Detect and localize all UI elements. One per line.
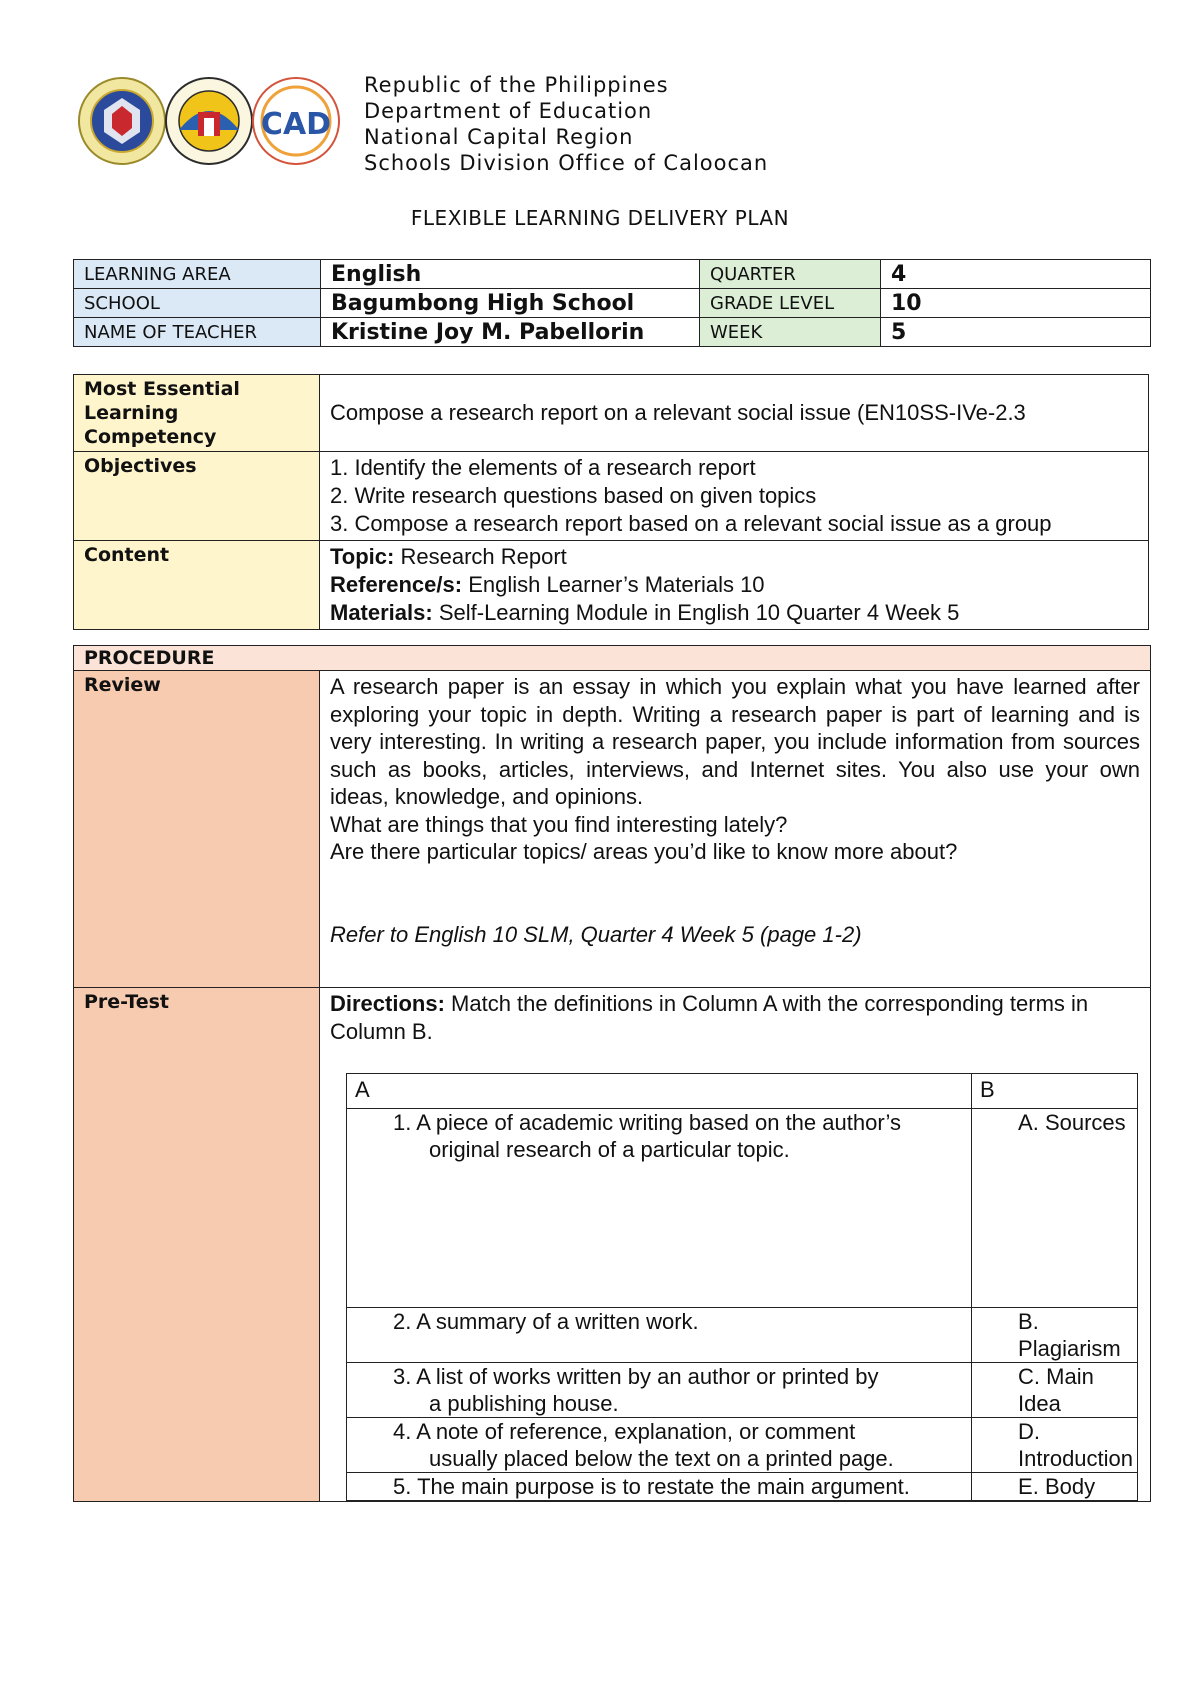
pretest-label: Pre-Test: [74, 988, 320, 1502]
objectives-row: [74, 452, 1149, 541]
definition-continuation: a publishing house.: [429, 1391, 619, 1416]
column-b-header: B: [972, 1074, 1138, 1109]
quarter-value: 4: [881, 260, 1151, 289]
definition-cell: [347, 1418, 972, 1473]
header-line-division: Schools Division Office of Caloocan: [364, 151, 769, 175]
matching-row: [347, 1473, 1138, 1501]
header-line-republic: Republic of the Philippines: [364, 73, 669, 97]
objective-item: 1. Identify the elements of a research report: [330, 455, 756, 480]
info-row-1: [74, 260, 1151, 289]
reference-line: [330, 571, 1138, 599]
school-label: SCHOOL: [74, 289, 321, 318]
week-value: 5: [881, 318, 1151, 347]
agency-header: [364, 72, 768, 176]
topic-line: [330, 543, 1138, 571]
definition-text: 5. The main purpose is to restate the main argument.: [393, 1474, 910, 1499]
definition-text: 1. A piece of academic writing based on the author’s: [393, 1110, 901, 1135]
objective-item: 3. Compose a research report based on a relevant social issue as a group: [330, 511, 1052, 536]
cad-logo-text: CAD: [260, 107, 332, 142]
mel-label: Most Essential Learning Competency: [74, 375, 320, 452]
review-question-1: What are things that you find interesting lately?: [330, 811, 788, 837]
school-value: Bagumbong High School: [321, 289, 700, 318]
matching-row: [347, 1308, 1138, 1363]
procedure-heading-row: [74, 646, 1151, 671]
objectives-label: Objectives: [74, 452, 320, 541]
mel-text: Compose a research report on a relevant social issue (EN10SS-IVe-2.3: [320, 375, 1149, 452]
term-cell: E. Body: [972, 1473, 1138, 1501]
reference-value: English Learner’s Materials 10: [462, 572, 765, 597]
definition-text: 4. A note of reference, explanation, or comment: [393, 1419, 856, 1444]
week-label: WEEK: [700, 318, 881, 347]
definition-text: 3. A list of works written by an author or printed by: [393, 1364, 879, 1389]
review-content: [320, 671, 1151, 988]
definition-cell: [347, 1473, 972, 1501]
definition-cell: [347, 1363, 972, 1418]
materials-label: Materials:: [330, 600, 433, 625]
matching-table: [346, 1073, 1138, 1501]
materials-line: [330, 599, 1138, 627]
competency-table: [73, 374, 1149, 630]
teacher-label: NAME OF TEACHER: [74, 318, 321, 347]
matching-header-row: [347, 1074, 1138, 1109]
directions-text: Match the definitions in Column A with the corresponding terms in Column B.: [330, 991, 1089, 1044]
deped-seal-icon: [79, 78, 165, 164]
quarter-label: QUARTER: [700, 260, 881, 289]
pretest-content: [320, 988, 1151, 1502]
matching-row: [347, 1418, 1138, 1473]
directions-label: Directions:: [330, 991, 445, 1016]
info-row-3: [74, 318, 1151, 347]
review-row: [74, 671, 1151, 988]
term-cell: D. Introduction: [972, 1418, 1138, 1473]
matching-row: [347, 1363, 1138, 1418]
review-question-2: Are there particular topics/ areas you’d like to know more about?: [330, 839, 958, 864]
learning-area-label: LEARNING AREA: [74, 260, 321, 289]
content-row: [74, 541, 1149, 630]
cad-logo-icon: [253, 78, 339, 164]
info-table: [73, 259, 1151, 347]
pretest-row: [74, 988, 1151, 1502]
definition-continuation: usually placed below the text on a printed page.: [429, 1446, 894, 1471]
content-label: Content: [74, 541, 320, 630]
column-a-header: A: [347, 1074, 972, 1109]
procedure-heading: PROCEDURE: [74, 646, 1151, 671]
reference-label: Reference/s:: [330, 572, 463, 597]
topic-label: Topic:: [330, 544, 395, 569]
mel-row: [74, 375, 1149, 452]
definition-cell: [347, 1109, 972, 1308]
term-cell: B. Plagiarism: [972, 1308, 1138, 1363]
info-row-2: [74, 289, 1151, 318]
objective-item: 2. Write research questions based on given topics: [330, 483, 817, 508]
header-line-department: Department of Education: [364, 99, 653, 123]
definition-continuation: original research of a particular topic.: [429, 1137, 790, 1162]
grade-level-label: GRADE LEVEL: [700, 289, 881, 318]
definition-cell: [347, 1308, 972, 1363]
objectives-list: [320, 452, 1149, 541]
materials-value: Self-Learning Module in English 10 Quarter 4 Week 5: [432, 600, 960, 625]
document-title: FLEXIBLE LEARNING DELIVERY PLAN: [410, 206, 790, 230]
directions: [330, 990, 1140, 1045]
content-details: [320, 541, 1149, 630]
definition-text: 2. A summary of a written work.: [393, 1309, 699, 1334]
grade-level-value: 10: [881, 289, 1151, 318]
teacher-value: Kristine Joy M. Pabellorin: [321, 318, 700, 347]
sdo-caloocan-seal-icon: [166, 78, 252, 164]
term-cell: C. Main Idea: [972, 1363, 1138, 1418]
matching-row: [347, 1109, 1138, 1308]
logo-strip: [78, 74, 340, 168]
learning-area-value: English: [321, 260, 700, 289]
review-paragraph: A research paper is an essay in which you explain what you have learned after exploring your topic in depth. Writing a research paper is part of learning and is very interesting. In writing a research paper, you include information from sources such as books, articles, interviews, and Internet sites. You also use your own ideas, knowledge, and opinions.: [330, 674, 1140, 809]
review-reference: Refer to English 10 SLM, Quarter 4 Week 5 (page 1-2): [330, 921, 862, 947]
term-cell: A. Sources: [972, 1109, 1138, 1308]
header-line-region: National Capital Region: [364, 125, 634, 149]
review-label: Review: [74, 671, 320, 988]
procedure-table: [73, 645, 1151, 1502]
topic-value: Research Report: [394, 544, 567, 569]
